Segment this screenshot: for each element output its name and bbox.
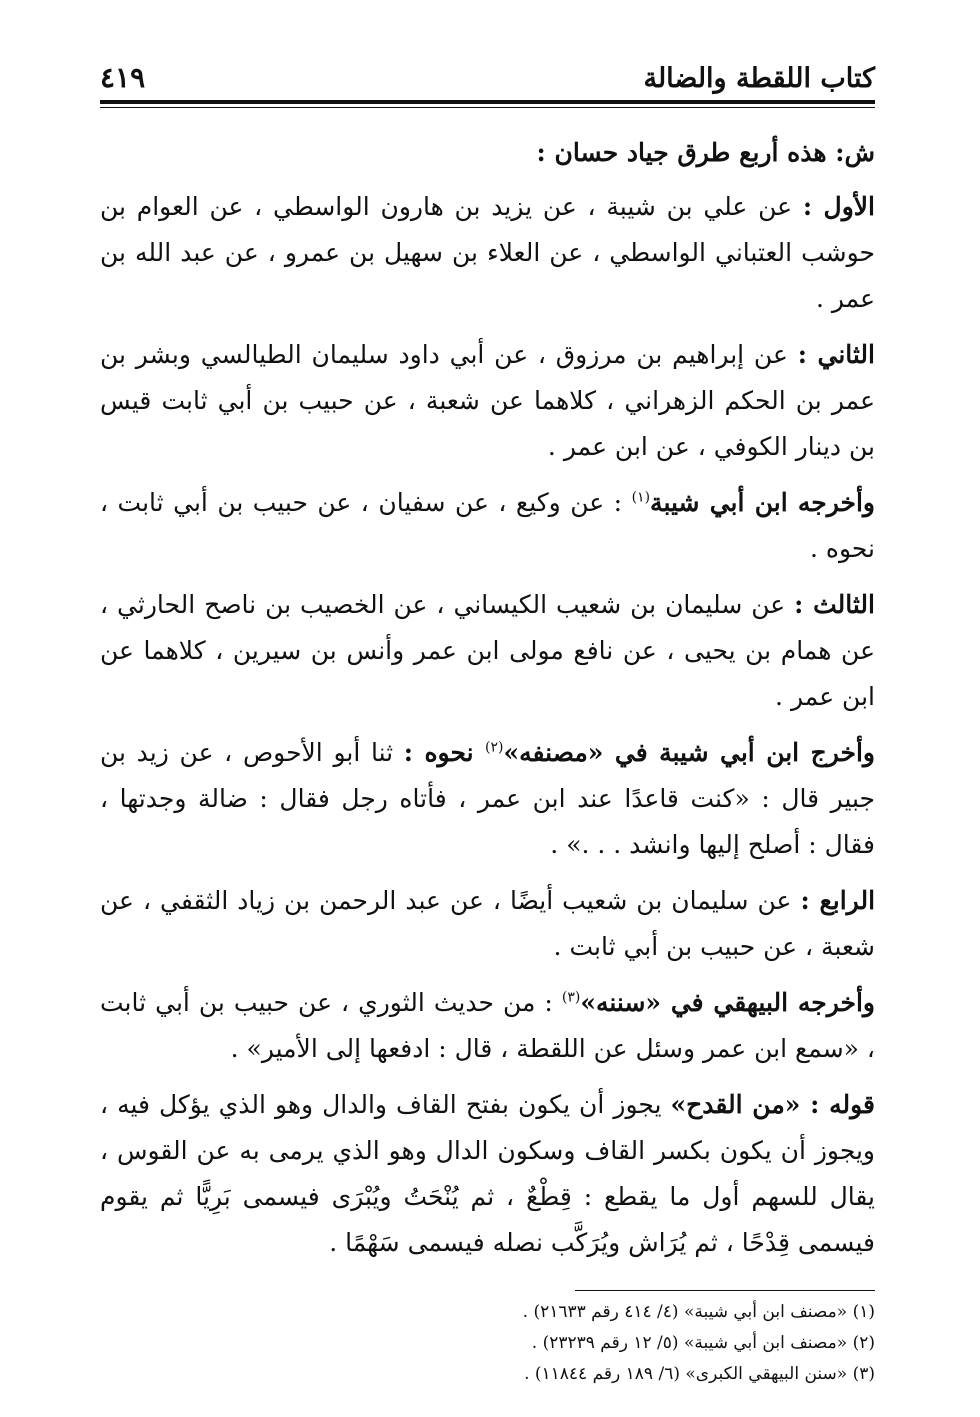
footnote-separator bbox=[575, 1290, 875, 1291]
footnotes bbox=[100, 1297, 875, 1390]
paragraph-text: ثنا أبو الأحوص ، عن زيد بن جبير قال : «كنت قاعدًا عند ابن عمر ، فأتاه رجل فقال : ضالة وجدتها ، فقال : أصلح إليها وانشد . . .» . bbox=[100, 738, 875, 859]
paragraph-qawluhu bbox=[100, 1082, 875, 1266]
paragraph-lead-suffix: نحوه : bbox=[403, 738, 486, 767]
paragraph-first-route bbox=[100, 184, 875, 322]
footnote-ref: (٣) bbox=[561, 989, 581, 1006]
footnote-3: (٣) «سنن البيهقي الكبرى» (٦/ ١٨٩ رقم ١١٨٤٤) . bbox=[524, 1364, 875, 1384]
paragraph-text: : عن وكيع ، عن سفيان ، عن حبيب بن أبي ثابت ، نحوه . bbox=[100, 488, 875, 563]
paragraph-lead: قوله : «من القدح» bbox=[670, 1090, 875, 1119]
paragraph-third-route bbox=[100, 582, 875, 720]
paragraph-text: عن سليمان بن شعيب الكيساني ، عن الخصيب بن ناصح الحارثي ، عن همام بن يحيى ، عن نافع مولى ابن عمر وأنس بن سيرين ، كلاهما عن ابن عمر . bbox=[100, 590, 875, 711]
paragraph-text: يجوز أن يكون بفتح القاف والدال وهو الذي يؤكل فيه ، ويجوز أن يكون بكسر القاف وسكون الدال وهو الذي يرمى به عن القوس ، يقال للسهم أول ما يقطع : قِطْعٌ ، ثم يُنْحَتُ ويُبْرَى فيسمى بَرِيًّا ثم يقوم فيسمى قِدْحًا ، ثم يُرَاش ويُرَكَّب نصله فيسمى سَهْمًا . bbox=[100, 1090, 875, 1257]
paragraph-lead: وأخرجه ابن أبي شيبة bbox=[650, 488, 875, 517]
book-page bbox=[100, 52, 875, 1390]
paragraph-musannaf bbox=[100, 730, 875, 868]
paragraph-lead: الأول : bbox=[802, 192, 875, 221]
paragraph-bayhaqi bbox=[100, 980, 875, 1072]
paragraph-lead: الثاني : bbox=[797, 340, 875, 369]
paragraph-second-route bbox=[100, 332, 875, 470]
body-text bbox=[100, 130, 875, 1266]
footnote-ref: (١) bbox=[631, 489, 651, 506]
paragraph-ibn-abi-shayba bbox=[100, 480, 875, 572]
footnote-2: (٢) «مصنف ابن أبي شيبة» (٥/ ١٢ رقم ٢٣٢٣٩) . bbox=[531, 1333, 875, 1353]
page-number: ٤١٩ bbox=[100, 61, 146, 94]
paragraph-text: : من حديث الثوري ، عن حبيب بن أبي ثابت ، «سمع ابن عمر وسئل عن اللقطة ، قال : ادفعها إلى الأمير» . bbox=[100, 988, 875, 1063]
footnote-1: (١) «مصنف ابن أبي شيبة» (٤/ ٤١٤ رقم ٢١٦٣٣) . bbox=[522, 1302, 875, 1322]
header-rule-thin bbox=[100, 107, 875, 108]
paragraph-text: عن سليمان بن شعيب أيضًا ، عن عبد الرحمن بن زياد الثقفي ، عن شعبة ، عن حبيب بن أبي ثابت . bbox=[100, 886, 875, 961]
paragraph-lead: وأخرجه البيهقي في «سننه» bbox=[580, 988, 875, 1017]
footnote-ref: (٢) bbox=[485, 739, 504, 756]
paragraph-text: عن إبراهيم بن مرزوق ، عن أبي داود سليمان الطيالسي وبشر بن عمر بن الحكم الزهراني ، كلاهما عن شعبة ، عن حبيب بن أبي ثابت قيس بن دينار الكوفي ، عن ابن عمر . bbox=[100, 340, 875, 461]
book-title: كتاب اللقطة والضالة bbox=[643, 63, 875, 94]
running-head bbox=[100, 52, 875, 94]
paragraph-lead: الرابع : bbox=[800, 886, 876, 915]
paragraph-lead: الثالث : bbox=[794, 590, 875, 619]
paragraph-lead: وأخرج ابن أبي شيبة في «مصنفه» bbox=[503, 738, 875, 767]
intro-line: ش: هذه أربع طرق جياد حسان : bbox=[536, 138, 875, 167]
header-rule-thick bbox=[100, 100, 875, 104]
paragraph-fourth-route bbox=[100, 878, 875, 970]
paragraph-text: عن علي بن شيبة ، عن يزيد بن هارون الواسطي ، عن العوام بن حوشب العتباني الواسطي ، عن العلاء بن سهيل بن عمرو ، عن عبد الله بن عمر . bbox=[100, 192, 875, 313]
